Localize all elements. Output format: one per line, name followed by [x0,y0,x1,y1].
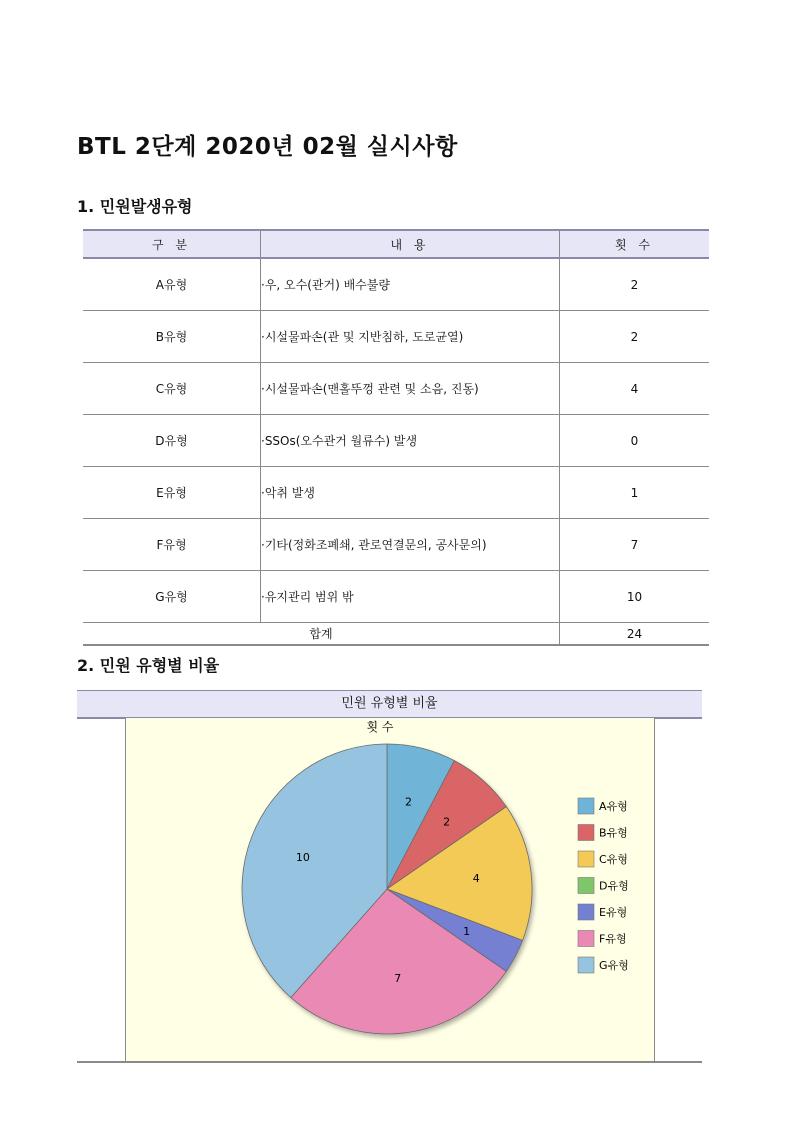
pie-data-label: 4 [472,872,480,886]
table-total-row [83,623,709,646]
header-count: 횟 수 [560,230,710,258]
legend-swatch [578,825,594,841]
section-heading-complaint-types: 1. 민원발생유형 [77,197,193,216]
row-content: ·SSOs(오수관거 월류수) 발생 [261,415,560,467]
row-content: ·시설물파손(맨홀뚜껑 관련 및 소음, 진동) [261,363,560,415]
legend-swatch [578,931,594,947]
row-count: 0 [560,415,710,467]
chart-header: 민원 유형별 비율 [77,690,702,719]
complaint-types-table [83,229,709,646]
table-row [83,415,709,467]
table-row [83,571,709,623]
row-count: 4 [560,363,710,415]
row-type: G유형 [83,571,261,623]
row-type: E유형 [83,467,261,519]
row-type: F유형 [83,519,261,571]
legend-label: A유형 [599,800,628,813]
legend-swatch [578,878,594,894]
table-header-row [83,230,709,258]
legend-swatch [578,904,594,920]
row-type: B유형 [83,311,261,363]
legend-label: E유형 [599,906,628,919]
pie-data-label: 10 [295,851,310,865]
page-title: BTL 2단계 2020년 02월 실시사항 [77,134,458,160]
chart-bottom-rule [77,1061,702,1063]
row-content: ·유지관리 범위 밖 [261,571,560,623]
header-content: 내 용 [261,230,560,258]
table-row [83,311,709,363]
row-count: 2 [560,311,710,363]
row-content: ·우, 오수(관거) 배수불량 [261,258,560,311]
row-count: 2 [560,258,710,311]
pie-chart [126,718,654,1062]
legend-swatch [578,957,594,973]
legend-swatch [578,851,594,867]
row-type: D유형 [83,415,261,467]
total-value: 24 [560,623,710,646]
table-row [83,467,709,519]
row-content: ·시설물파손(관 및 지반침하, 도로균열) [261,311,560,363]
section-heading-ratio: 2. 민원 유형별 비율 [77,656,220,675]
total-label: 합계 [83,623,560,646]
row-type: C유형 [83,363,261,415]
pie-data-label: 2 [443,815,451,829]
row-count: 7 [560,519,710,571]
row-type: A유형 [83,258,261,311]
pie-data-label: 2 [405,795,412,809]
legend-swatch [578,798,594,814]
legend-label: C유형 [599,853,628,866]
legend-label: G유형 [599,959,629,972]
row-count: 10 [560,571,710,623]
chart-title: 횟 수 [366,720,394,734]
table-row [83,519,709,571]
row-content: ·악취 발생 [261,467,560,519]
header-category: 구 분 [83,230,261,258]
legend-label: B유형 [599,826,628,840]
pie-data-label: 7 [394,972,402,986]
row-count: 1 [560,467,710,519]
table-row [83,258,709,311]
table-row [83,363,709,415]
legend-label: D유형 [599,879,629,893]
legend-label: F유형 [599,932,627,946]
chart-area [125,718,655,1062]
pie-data-label: 1 [463,924,471,938]
row-content: ·기타(정화조폐쇄, 관로연결문의, 공사문의) [261,519,560,571]
